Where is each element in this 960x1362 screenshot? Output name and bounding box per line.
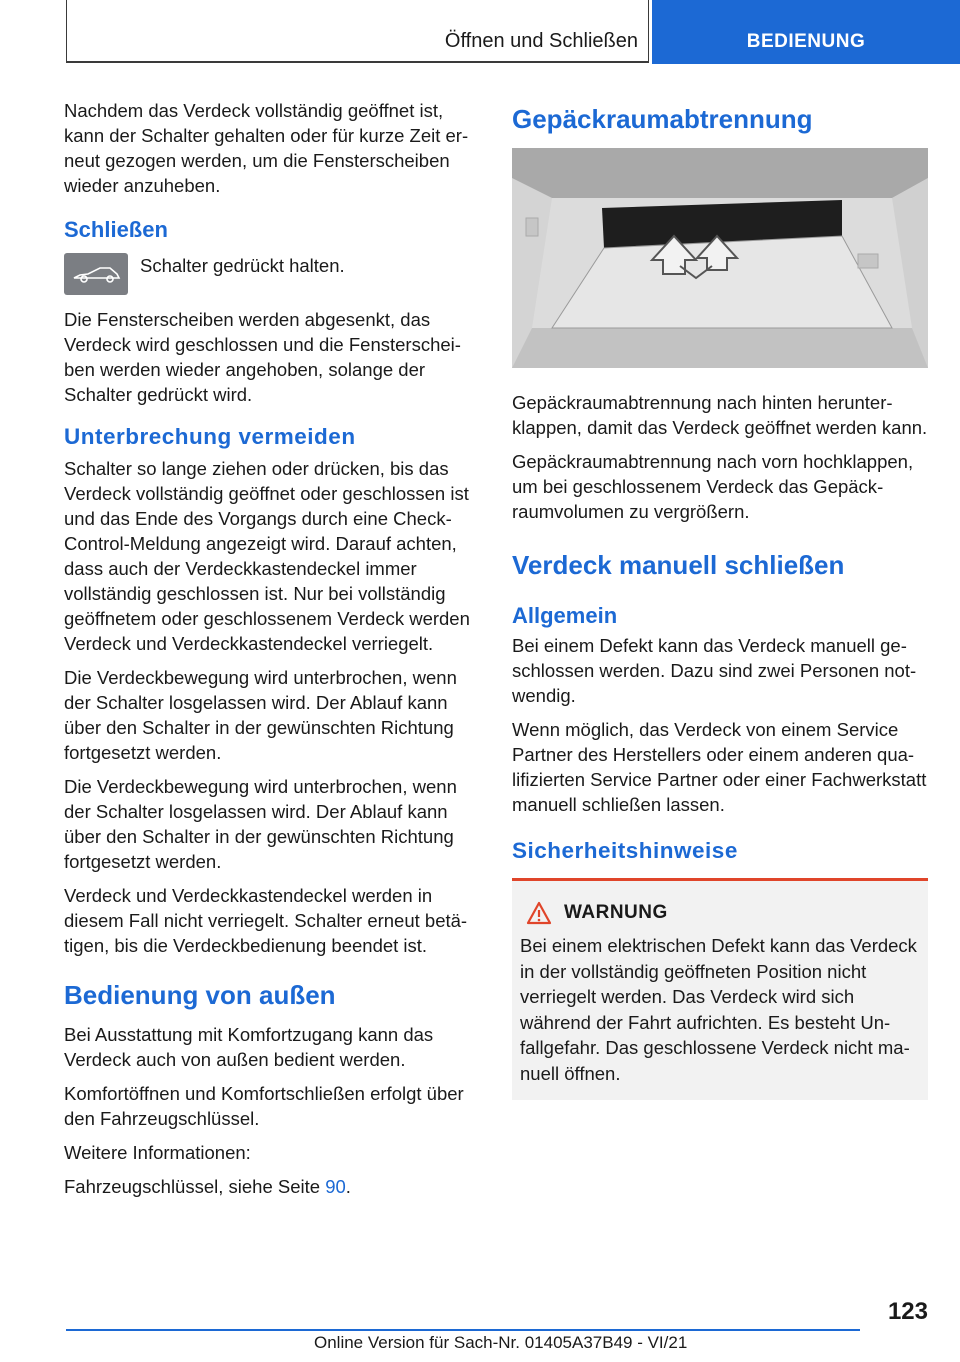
heading-sicherheitshinweise: Sicherheitshinweise (512, 838, 738, 863)
reference-text: Fahrzeugschlüssel, siehe Seite (64, 1176, 326, 1197)
manuell-paragraph-2: Wenn möglich, das Verdeck von einem Service Partner des Herstellers oder einem anderen qualifizierten Service Partner oder einer Fachwerkstatt manuell schließen lassen. (512, 719, 927, 815)
header-section-title: Öffnen und Schließen (444, 30, 638, 52)
aussen-paragraph-2: Komfortöffnen und Komfortschließen erfolgt über den Fahrzeugschlüssel. (64, 1083, 464, 1129)
heading-gepaeckraum: Gepäckraumabtrennung (512, 104, 813, 134)
page-number: 123 (887, 1298, 928, 1325)
warning-box (512, 878, 928, 1100)
page-reference-link[interactable]: 90 (325, 1176, 346, 1197)
unterbrechung-paragraph-1: Schalter so lange ziehen oder drücken, bis das Verdeck vollständig geöffnet oder geschlossen ist und das Ende des Vorgangs durch eine Check-Control-Meldung angezeigt wird. Darauf achten, dass auch der Verdeckkastendeckel immer vollständig geschlossen ist. Nur bei vollständig geöffnetem oder geschlossenem Verdeck werden Verdeck und Verdeckkastendeckel verriegelt. (64, 458, 470, 654)
trunk-partition-illustration (512, 148, 928, 368)
warning-text: Bei einem elektrischen Defekt kann das Verdeck in der vollständig geöffneten Position nicht verriegelt werden. Das Verdeck wird sich während der Fahrt aufrichten. Es besteht Unfallgefahr. Das geschlossene Verdeck nicht manuell öffnen. (520, 935, 917, 1084)
switch-instruction (64, 251, 484, 295)
heading-schliessen: Schließen (64, 217, 168, 242)
left-column (64, 98, 484, 1208)
warning-title: WARNUNG (564, 902, 668, 923)
aussen-paragraph-3: Weitere Informationen: (64, 1142, 251, 1163)
heading-unterbrechung: Unterbrechung vermeiden (64, 424, 356, 449)
heading-verdeck-manuell: Verdeck manuell schließen (512, 550, 845, 580)
unterbrechung-paragraph-2: Die Verdeckbewegung wird unterbrochen, wenn der Schalter losgelassen wird. Der Ablauf kann über den Schalter in der gewünschten Richtung fortgesetzt werden. (64, 667, 457, 763)
manuell-paragraph-1: Bei einem Defekt kann das Verdeck manuell geschlossen werden. Dazu sind zwei Personen notwendig. (512, 635, 917, 706)
intro-paragraph: Nachdem das Verdeck vollständig geöffnet ist, kann der Schalter gehalten oder für kurze Zeit erneut gezogen werden, um die Fensterscheiben wieder anzuheben. (64, 100, 469, 196)
switch-instruction-text: Schalter gedrückt halten. (140, 255, 345, 276)
header-chapter-tab: BEDIENUNG (652, 0, 960, 64)
warning-triangle-icon (526, 901, 552, 925)
aussen-paragraph-1: Bei Ausstattung mit Komfortzugang kann das Verdeck auch von außen bedient werden. (64, 1024, 434, 1070)
warning-title-row (520, 901, 920, 925)
gepaeckraum-paragraph-2: Gepäckraumabtrennung nach vorn hochklappen, um bei geschlossenem Verdeck das Gepäckraumvolumen zu vergrößern. (512, 451, 914, 522)
reference-suffix: . (345, 1176, 351, 1197)
gepaeckraum-paragraph-1: Gepäckraumabtrennung nach hinten herunterklappen, damit das Verdeck geöffnet werden kann. (512, 392, 928, 438)
unterbrechung-paragraph-4: Verdeck und Verdeckkastendeckel werden in diesem Fall nicht verriegelt. Schalter erneut betätigen, bis die Verdeckbedienung beendet ist. (64, 885, 468, 956)
footer-online-version: Online Version für Sach-Nr. 01405A37B49 - VI/21 (314, 1333, 688, 1352)
right-column (512, 100, 928, 1100)
aussen-paragraph-4 (64, 1174, 484, 1199)
heading-aussen: Bedienung von außen (64, 980, 336, 1010)
footer-divider (66, 1329, 860, 1331)
convertible-roof-switch-icon (64, 253, 128, 295)
unterbrechung-paragraph-3: Die Verdeckbewegung wird unterbrochen, wenn der Schalter losgelassen wird. Der Ablauf kann über den Schalter in der gewünschten Richtung fortgesetzt werden. (64, 776, 457, 872)
schliessen-paragraph: Die Fensterscheiben werden abgesenkt, das Verdeck wird geschlossen und die Fensterscheiben werden wieder angehoben, solange der Schalter gedrückt wird. (64, 309, 461, 405)
heading-allgemein: Allgemein (512, 603, 618, 628)
